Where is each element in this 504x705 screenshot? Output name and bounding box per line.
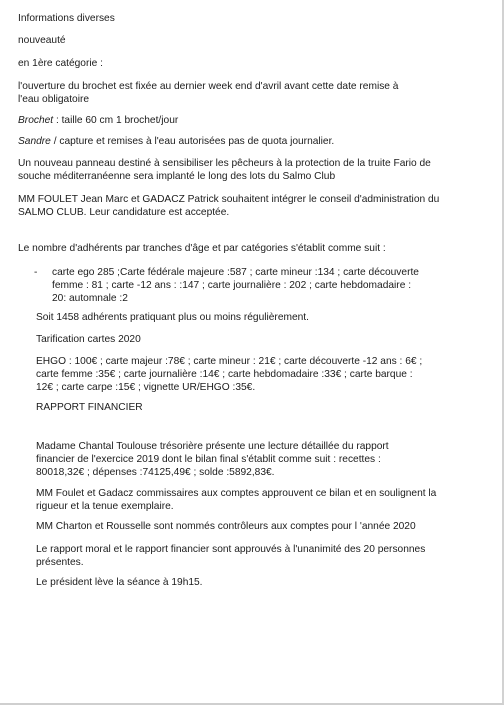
pike-rule xyxy=(18,114,494,127)
category-label: en 1ère catégorie : xyxy=(18,58,103,69)
members-total: Soit 1458 adhérents pratiquant plus ou moins régulièrement. xyxy=(36,312,309,323)
members-breakdown-line-2: femme : 81 ; carte -12 ans : :147 ; carte journalière : 202 ; carte hebdomadaire : xyxy=(52,280,412,291)
pricing-line-3: 12€ ; carte carpe :15€ ; vignette UR/EHGO :35€. xyxy=(36,382,256,393)
members-breakdown-line-1: carte ego 285 ;Carte fédérale majeure :587 ; carte mineur :134 ; carte découverte xyxy=(52,267,419,278)
financial-title: RAPPORT FINANCIER xyxy=(36,402,143,413)
zander-rule xyxy=(18,135,494,148)
members-breakdown-line-3: 20: automnale :2 xyxy=(52,293,128,304)
list-dash: - xyxy=(34,267,38,278)
auditors-line-1: MM Foulet et Gadacz commissaires aux comptes approuvent ce bilan et en soulignent la xyxy=(36,488,437,499)
board-line-2: SALMO CLUB. Leur candidature est acceptée. xyxy=(18,207,230,218)
approval-line-2: présentes. xyxy=(36,557,84,568)
treasurer-line-1: Madame Chantal Toulouse trésorière présente une lecture détaillée du rapport xyxy=(36,441,389,452)
pricing-title: Tarification cartes 2020 xyxy=(36,334,141,345)
closing-line: Le président lève la séance à 19h15. xyxy=(36,577,203,588)
pike-opening-line-1: l'ouverture du brochet est fixée au dernier week end d'avril avant cette date remise à xyxy=(18,81,399,92)
news-label: nouveauté xyxy=(18,35,66,46)
pike-rule-text: : taille 60 cm 1 brochet/jour xyxy=(53,115,179,126)
controllers-line: MM Charton et Rousselle sont nommés contrôleurs aux comptes pour l 'année 2020 xyxy=(36,521,416,532)
treasurer-line-2: financier de l'exercice 2019 dont le bilan final s'établit comme suit : recettes : xyxy=(36,454,381,465)
auditors-line-2: rigueur et la tenue exemplaire. xyxy=(36,501,174,512)
treasurer-line-3: 80018,32€ ; dépenses :74125,49€ ; solde :5892,83€. xyxy=(36,467,275,478)
pricing-line-1: EHGO : 100€ ; carte majeur :78€ ; carte mineur : 21€ ; carte découverte -12 ans : 6€ ; xyxy=(36,356,423,367)
board-line-1: MM FOULET Jean Marc et GADACZ Patrick souhaitent intégrer le conseil d'administration du xyxy=(18,194,440,205)
pricing-line-2: carte femme :35€ ; carte journalière :14€ ; carte hebdomadaire :33€ ; carte barque : xyxy=(36,369,413,380)
zander-word: Sandre xyxy=(18,136,51,147)
zander-rule-text: / capture et remises à l'eau autorisées pas de quota journalier. xyxy=(50,136,335,147)
page-title: Informations diverses xyxy=(18,13,115,24)
pike-word: Brochet xyxy=(18,115,54,126)
members-intro: Le nombre d'adhérents par tranches d'âge et par catégories s'établit comme suit : xyxy=(18,243,386,254)
pike-opening-line-2: l'eau obligatoire xyxy=(18,94,90,105)
panel-line-1: Un nouveau panneau destiné à sensibiliser les pêcheurs à la protection de la truite Fario de xyxy=(18,158,431,169)
panel-line-2: souche méditerranéenne sera implanté le long des lots du Salmo Club xyxy=(18,171,336,182)
approval-line-1: Le rapport moral et le rapport financier sont approuvés à l'unanimité des 20 personnes xyxy=(36,544,426,555)
